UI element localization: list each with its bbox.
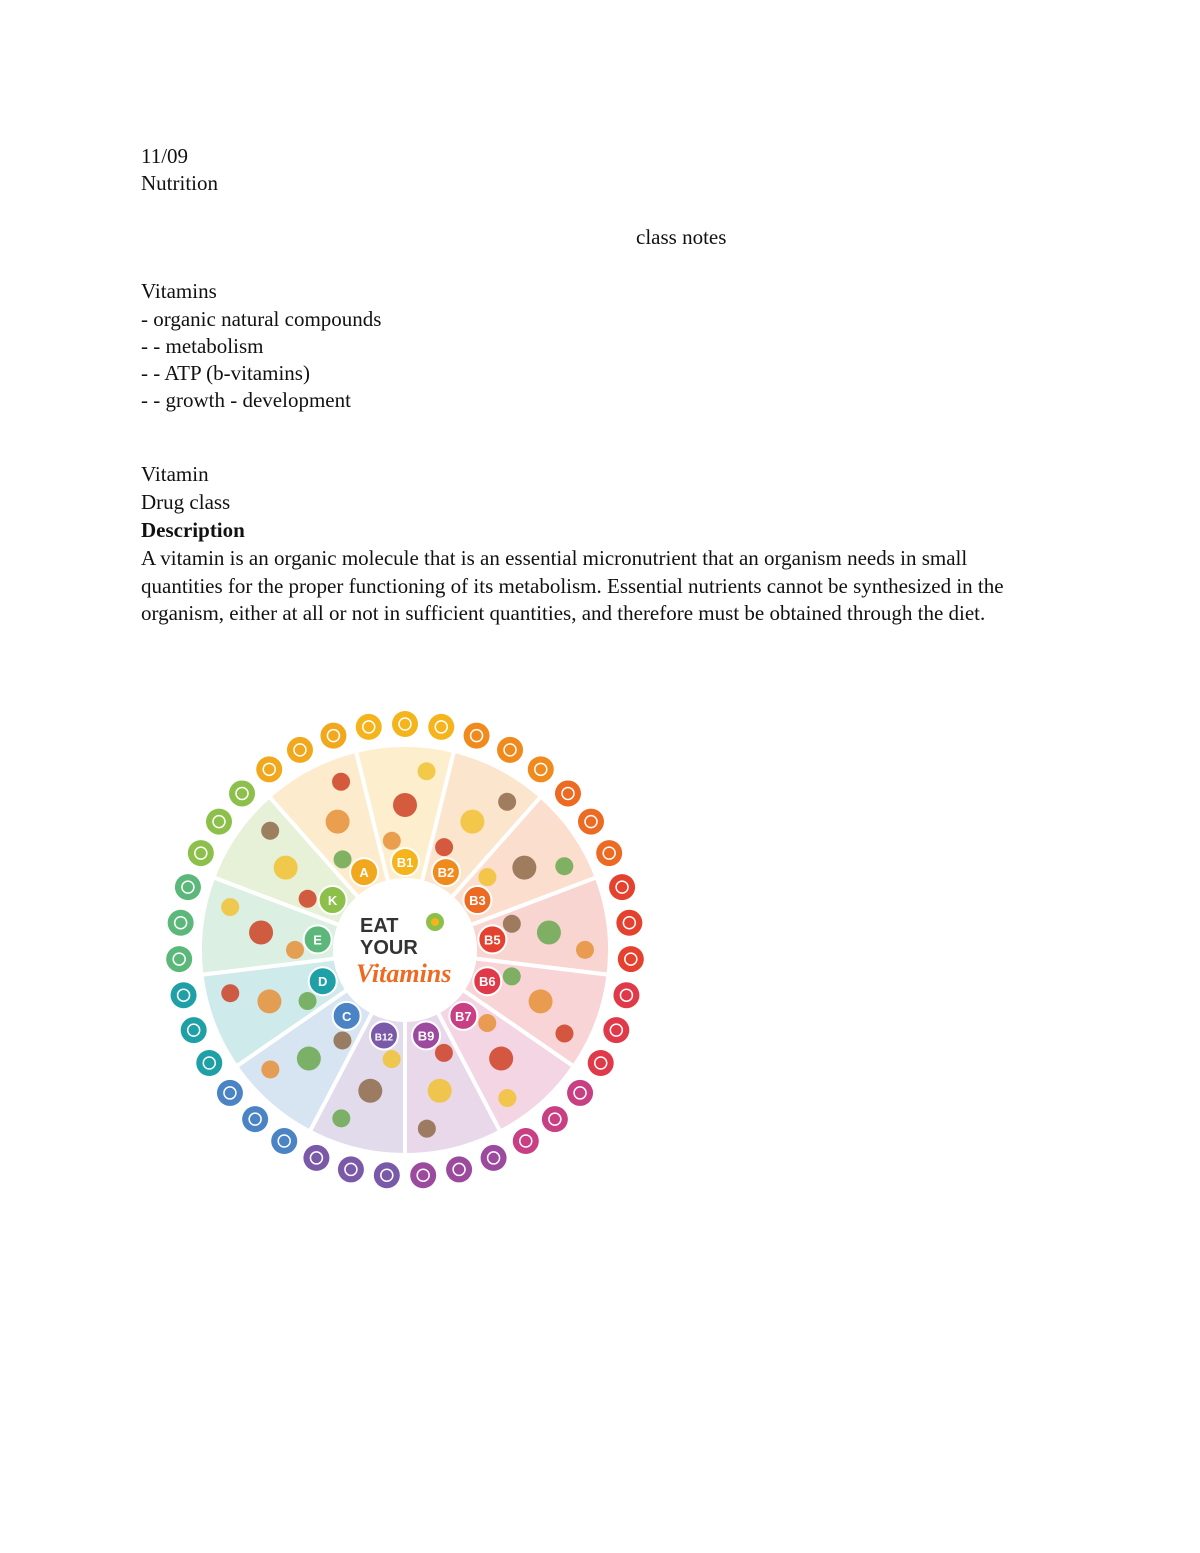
vitamin-badge-label: D (318, 974, 328, 990)
benefit-icon (481, 1145, 507, 1171)
benefit-icon (542, 1106, 568, 1132)
benefit-icon (588, 1050, 614, 1076)
description-label: Description (141, 518, 245, 542)
food-icon (478, 868, 496, 886)
benefit-icon (320, 723, 346, 749)
benefit-icon (616, 910, 642, 936)
note-date: 11/09 (141, 144, 189, 168)
food-icon (297, 1047, 321, 1071)
definition-term: Vitamin (141, 462, 209, 486)
benefit-icon (613, 982, 639, 1008)
benefit-icon (497, 737, 523, 763)
food-icon (537, 921, 561, 945)
food-icon (478, 1014, 496, 1032)
benefit-icon (567, 1080, 593, 1106)
food-icon (555, 857, 573, 875)
food-icon (274, 856, 298, 880)
food-icon (332, 1109, 350, 1127)
food-icon (261, 822, 279, 840)
benefit-icon (513, 1128, 539, 1154)
note-type: class notes (636, 225, 727, 249)
food-icon (326, 810, 350, 834)
benefit-icon (528, 756, 554, 782)
note-subject: Nutrition (141, 171, 218, 195)
food-icon (418, 762, 436, 780)
vitamin-badge-label: E (313, 932, 322, 948)
food-icon (221, 898, 239, 916)
benefit-icon (181, 1017, 207, 1043)
vitamin-badge-label: B6 (478, 974, 496, 990)
benefit-icon (168, 910, 194, 936)
benefit-icon (271, 1128, 297, 1154)
vitamins-point: - - ATP (b-vitamins) (141, 361, 310, 385)
vitamin-badge-label: C (341, 1008, 352, 1024)
food-icon (286, 941, 304, 959)
food-icon (503, 915, 521, 933)
benefit-icon (206, 809, 232, 835)
food-icon (503, 967, 521, 985)
vitamins-heading: Vitamins (141, 279, 217, 303)
food-icon (221, 984, 239, 1002)
benefit-icon (464, 723, 490, 749)
benefit-icon (609, 874, 635, 900)
food-icon (512, 856, 536, 880)
benefit-icon (356, 714, 382, 740)
benefit-icon (303, 1145, 329, 1171)
benefit-icon (188, 840, 214, 866)
food-icon (261, 1060, 279, 1078)
description-text: A vitamin is an organic molecule that is an essential micronutrient that an organism needs in small quantities for the proper functioning of its metabolism. Essential nutrients cannot be synthesized in the organism, either at all or not in sufficient quantities, and therefore must be obtained through the diet. (141, 546, 1004, 625)
food-icon (418, 1120, 436, 1138)
food-icon (435, 838, 453, 856)
vitamin-badge-label: B9 (417, 1028, 435, 1044)
benefit-icon (618, 946, 644, 972)
benefit-icon (166, 946, 192, 972)
infographic-title-vitamins: Vitamins (356, 959, 452, 988)
food-icon (332, 773, 350, 791)
food-icon (428, 1079, 452, 1103)
vitamin-badge-label: K (327, 893, 338, 909)
food-icon (489, 1047, 513, 1071)
benefit-icon (229, 780, 255, 806)
vitamin-badge-label: B12 (374, 1032, 394, 1044)
vitamin-badge-label: B7 (455, 1008, 472, 1024)
definition-category: Drug class (141, 490, 231, 514)
benefit-icon (578, 809, 604, 835)
citrus-icon (431, 918, 439, 926)
benefit-icon (555, 780, 581, 806)
benefit-icon (171, 982, 197, 1008)
vitamin-badge-label: B1 (396, 855, 414, 870)
benefit-icon (446, 1156, 472, 1182)
food-icon (249, 921, 273, 945)
food-icon (334, 850, 352, 868)
vitamin-wheel-graphic (160, 700, 650, 1190)
benefit-icon (256, 756, 282, 782)
food-icon (299, 890, 317, 908)
food-icon (393, 793, 417, 817)
benefit-icon (338, 1156, 364, 1182)
vitamin-badge-label: A (359, 865, 369, 881)
food-icon (435, 1044, 453, 1062)
benefit-icon (175, 874, 201, 900)
infographic-title-eat: EAT (360, 915, 399, 937)
food-icon (333, 1031, 351, 1049)
benefit-icon (217, 1080, 243, 1106)
food-icon (358, 1079, 382, 1103)
benefit-icon (428, 714, 454, 740)
food-icon (555, 1025, 573, 1043)
food-icon (576, 941, 594, 959)
benefit-icon (596, 840, 622, 866)
vitamin-badge-label: B5 (484, 932, 501, 948)
food-icon (383, 1050, 401, 1068)
benefit-icon (196, 1050, 222, 1076)
food-icon (257, 989, 281, 1013)
benefit-icon (392, 711, 418, 737)
benefit-icon (374, 1162, 400, 1188)
vitamin-badge-label: B2 (437, 865, 455, 881)
benefit-icon (287, 737, 313, 763)
food-icon (460, 810, 484, 834)
vitamins-point: - organic natural compounds (141, 307, 382, 331)
food-icon (299, 992, 317, 1010)
food-icon (383, 832, 401, 850)
vitamins-point: - - growth - development (141, 388, 351, 412)
vitamin-wheel-infographic (160, 700, 650, 1190)
food-icon (498, 1089, 516, 1107)
benefit-icon (603, 1017, 629, 1043)
food-icon (498, 793, 516, 811)
benefit-icon (410, 1162, 436, 1188)
benefit-icon (242, 1106, 268, 1132)
infographic-title-your: YOUR (360, 937, 418, 959)
food-icon (529, 989, 553, 1013)
vitamin-badge-label: B3 (469, 893, 486, 909)
vitamins-point: - - metabolism (141, 334, 264, 358)
